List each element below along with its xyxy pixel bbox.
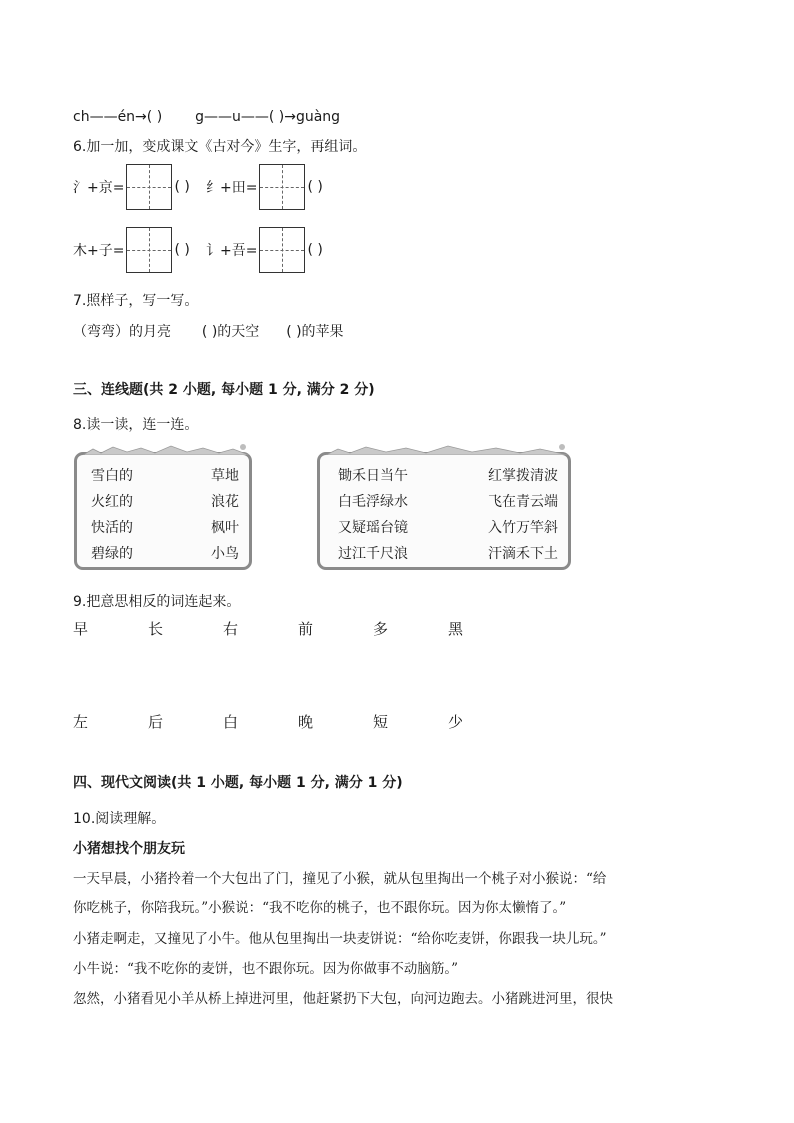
tianzige-box[interactable] xyxy=(259,164,305,210)
q6-item-2 xyxy=(206,164,323,210)
q6-word-blank[interactable]: ( ) xyxy=(174,179,190,195)
section-3-title: 三、连线题(共 2 小题, 每小题 1 分, 满分 2 分) xyxy=(73,382,375,398)
card-2-right-line[interactable]: 汗滴禾下土 xyxy=(488,546,558,562)
tianzige-box[interactable] xyxy=(126,164,172,210)
card-1-left-word[interactable]: 火红的 xyxy=(91,494,133,510)
q9-top-word[interactable]: 黑 xyxy=(448,620,464,638)
story-line: 小猪走啊走，又撞见了小牛。他从包里掏出一块麦饼说：“给你吃麦饼，你跟我一块儿玩。” xyxy=(73,931,607,947)
q9-bottom-word[interactable]: 少 xyxy=(448,713,464,731)
q9-top-word[interactable]: 长 xyxy=(148,620,164,638)
q6-expr: 讠+吾= xyxy=(206,243,258,259)
card-2-left-line[interactable]: 锄禾日当午 xyxy=(338,468,408,484)
q6-item-4 xyxy=(206,227,323,273)
q7-example: （弯弯）的月亮 xyxy=(73,324,171,340)
q5-item-1: ch——én→( ) xyxy=(73,109,163,125)
q6-expr: 氵+京= xyxy=(73,180,125,196)
q5-pinyin-row xyxy=(73,108,340,126)
q9-top-word[interactable]: 前 xyxy=(298,620,314,638)
story-line: 一天早晨，小猪拎着一个大包出了门，撞见了小猴，就从包里掏出一个桃子对小猴说：“给 xyxy=(73,871,607,887)
q6-word-blank[interactable]: ( ) xyxy=(307,179,323,195)
q6-word-blank[interactable]: ( ) xyxy=(174,242,190,258)
q9-bottom-word[interactable]: 后 xyxy=(148,713,164,731)
q9-bottom-word[interactable]: 短 xyxy=(373,713,389,731)
q7-row xyxy=(73,323,344,341)
card-1-left-word[interactable]: 碧绿的 xyxy=(91,546,133,562)
q6-expr: 木+子= xyxy=(73,243,125,259)
card-1-right-word[interactable]: 草地 xyxy=(211,468,239,484)
q8-title: 8.读一读，连一连。 xyxy=(73,417,199,433)
q9-top-word[interactable]: 右 xyxy=(223,620,239,638)
q9-top-word[interactable]: 早 xyxy=(73,620,89,638)
card-1-right-word[interactable]: 小鸟 xyxy=(211,546,239,562)
card-2-left-line[interactable]: 又疑瑶台镜 xyxy=(338,520,408,536)
card-1-right-word[interactable]: 浪花 xyxy=(211,494,239,510)
matching-card-1 xyxy=(74,452,252,570)
card-decoration-icon xyxy=(83,443,249,455)
story-line: 忽然，小猪看见小羊从桥上掉进河里，他赶紧扔下大包，向河边跑去。小猪跳进河里，很快 xyxy=(73,991,613,1007)
q7-title: 7.照样子，写一写。 xyxy=(73,293,199,309)
q9-top-word[interactable]: 多 xyxy=(373,620,389,638)
q10-title: 10.阅读理解。 xyxy=(73,811,166,827)
card-decoration-icon xyxy=(326,443,568,455)
card-1-right-word[interactable]: 枫叶 xyxy=(211,520,239,536)
story-line: 小牛说：“我不吃你的麦饼，也不跟你玩。因为你做事不动脑筋。” xyxy=(73,961,459,977)
q7-blank-2[interactable]: ( )的苹果 xyxy=(286,324,344,340)
q9-bottom-word[interactable]: 左 xyxy=(73,713,89,731)
q5-item-2: g——u——( )→guàng xyxy=(195,109,341,125)
card-2-left-line[interactable]: 过江千尺浪 xyxy=(338,546,408,562)
story-title: 小猪想找个朋友玩 xyxy=(73,841,185,857)
section-4-title: 四、现代文阅读(共 1 小题, 每小题 1 分, 满分 1 分) xyxy=(73,775,403,791)
q9-bottom-word[interactable]: 白 xyxy=(223,713,239,731)
tianzige-box[interactable] xyxy=(259,227,305,273)
q6-item-1 xyxy=(73,164,190,210)
q6-title: 6.加一加，变成课文《古对今》生字，再组词。 xyxy=(73,139,367,155)
card-2-left-line[interactable]: 白毛浮绿水 xyxy=(338,494,408,510)
card-2-right-line[interactable]: 入竹万竿斜 xyxy=(488,520,558,536)
card-2-right-line[interactable]: 红掌拨清波 xyxy=(488,468,558,484)
card-1-left-word[interactable]: 快活的 xyxy=(91,520,133,536)
q6-expr: 纟+田= xyxy=(206,180,258,196)
story-line: 你吃桃子，你陪我玩。”小猴说：“我不吃你的桃子，也不跟你玩。因为你太懒惰了。” xyxy=(73,900,567,916)
q7-blank-1[interactable]: ( )的天空 xyxy=(201,324,260,340)
q6-item-3 xyxy=(73,227,190,273)
q9-bottom-word[interactable]: 晚 xyxy=(298,713,314,731)
q6-word-blank[interactable]: ( ) xyxy=(307,242,323,258)
matching-card-2 xyxy=(317,452,571,570)
q9-title: 9.把意思相反的词连起来。 xyxy=(73,594,241,610)
card-2-right-line[interactable]: 飞在青云端 xyxy=(488,494,558,510)
card-1-left-word[interactable]: 雪白的 xyxy=(91,468,133,484)
tianzige-box[interactable] xyxy=(126,227,172,273)
